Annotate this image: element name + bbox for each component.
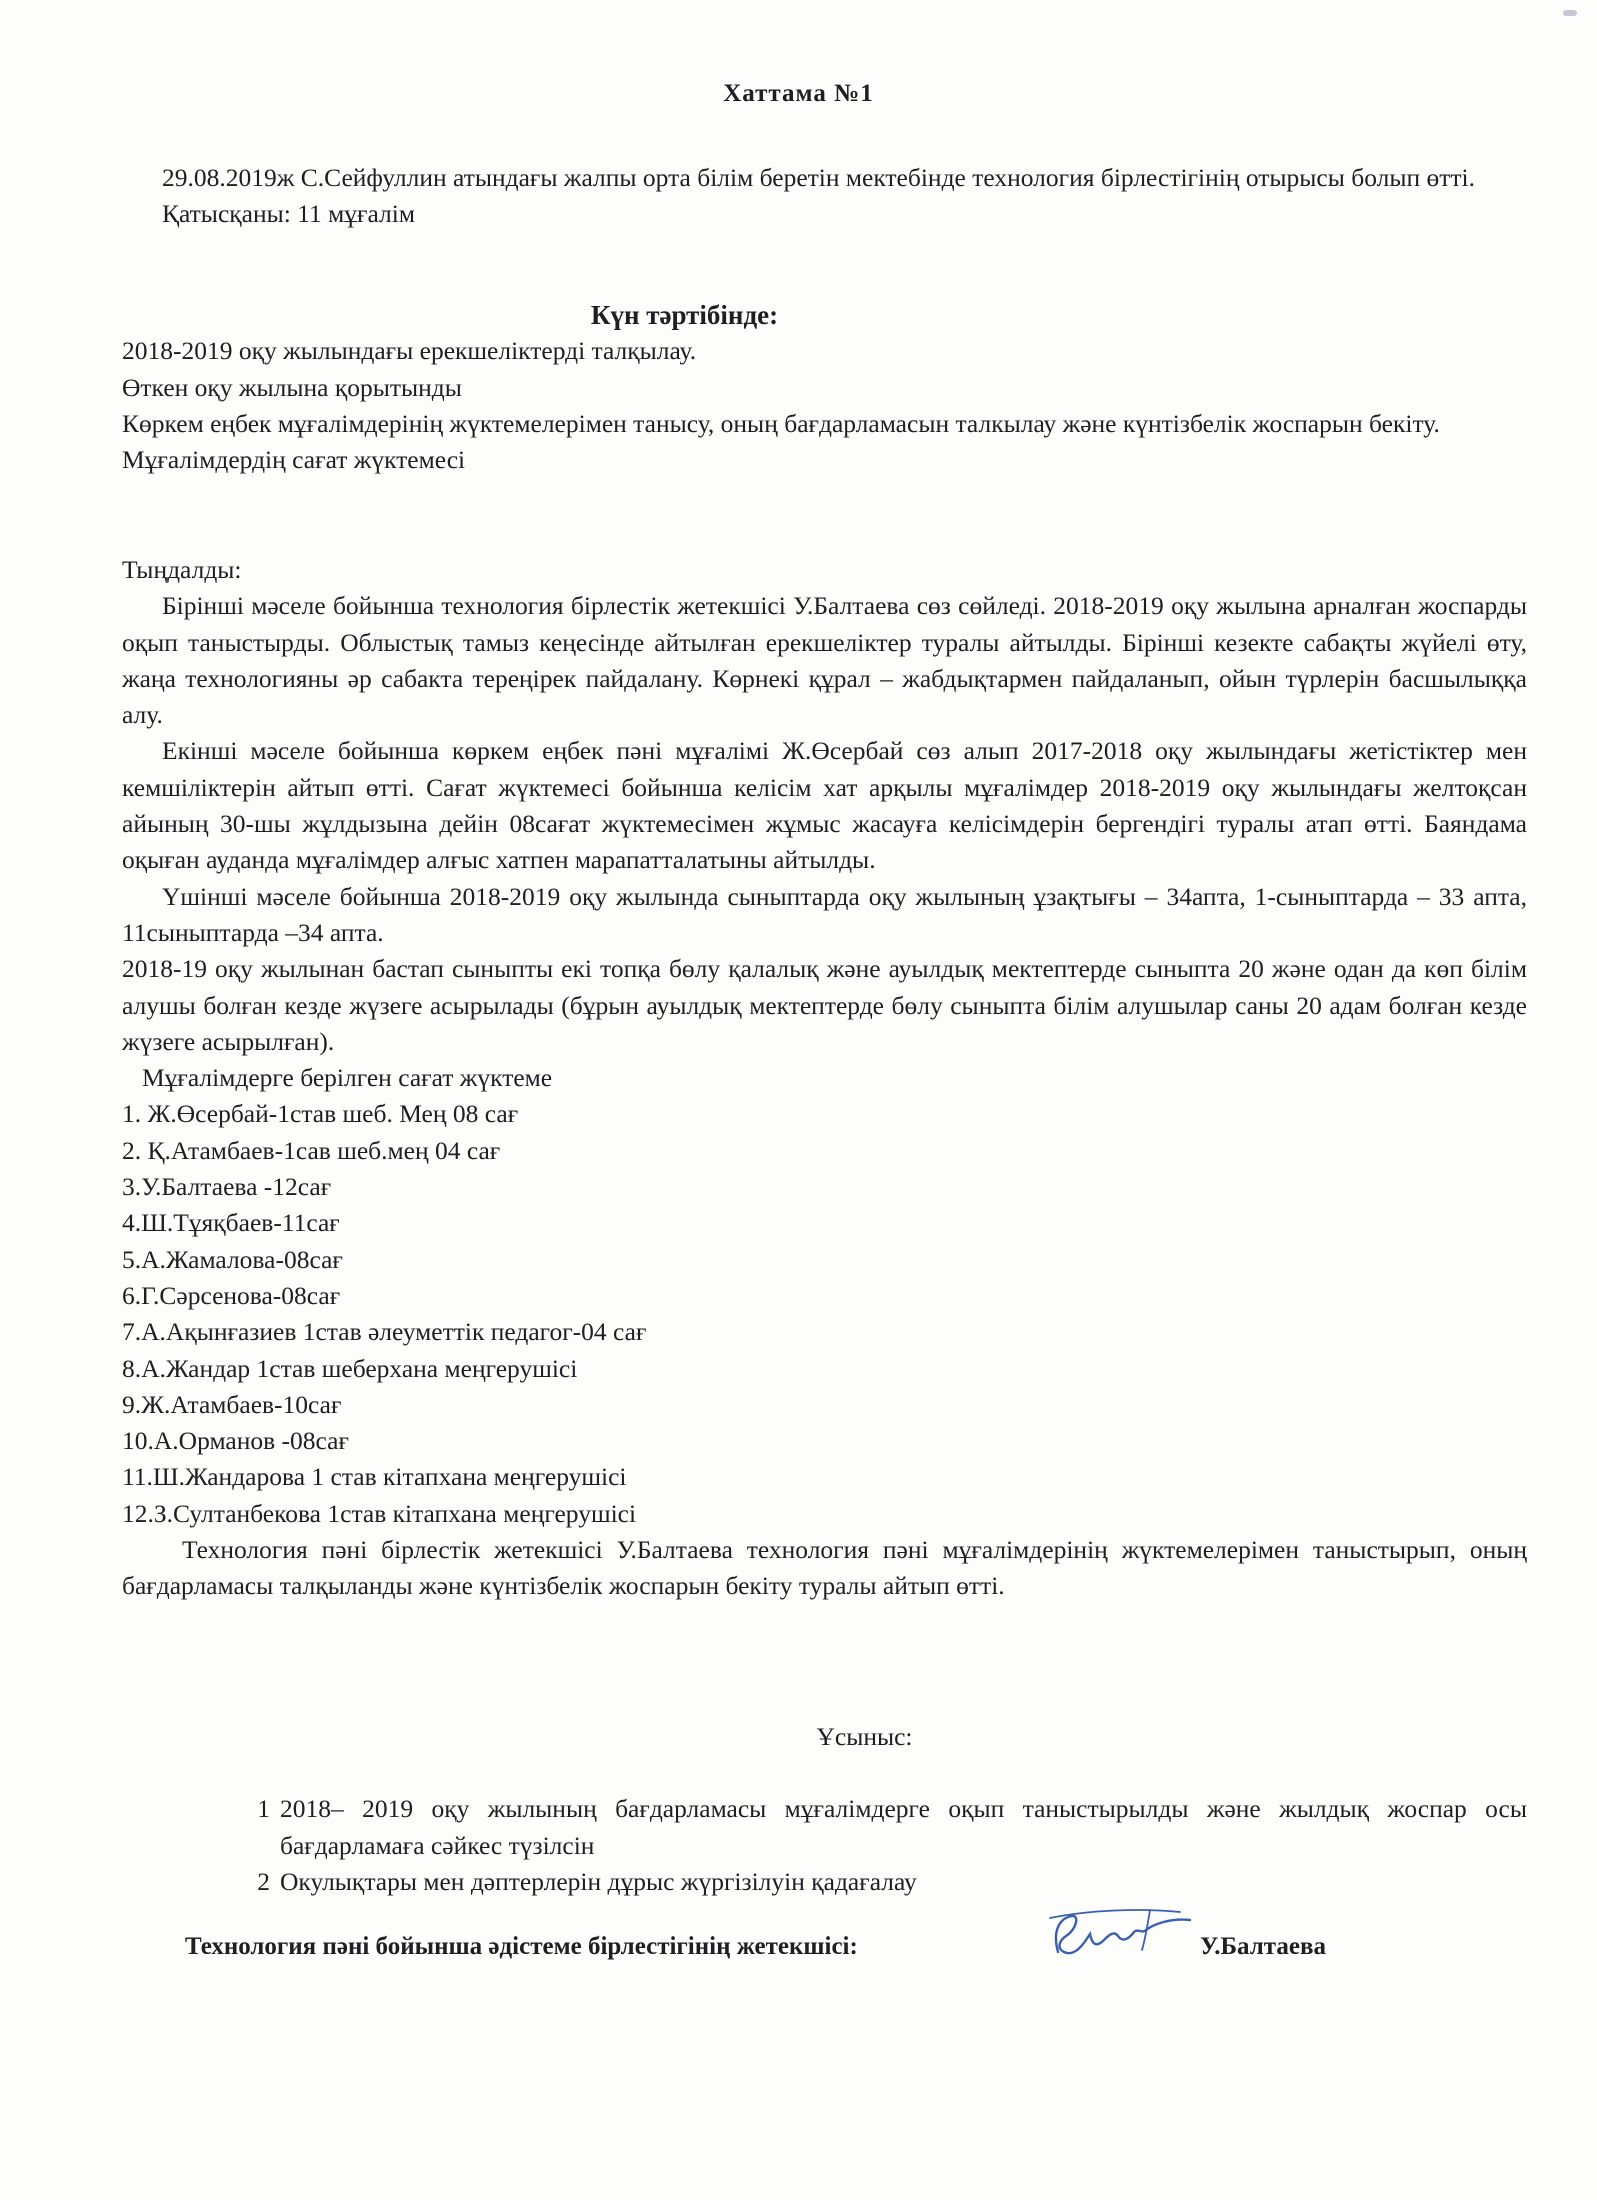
hours-item: 6.Г.Сәрсенова-08сағ [122, 1280, 341, 1310]
signer-role: Технология пәні бойынша әдістеме бірлестігінің жетекшісі: [185, 1933, 858, 1960]
proposal-text: Окулықтары мен дәптерлерін дұрыс жүргізілуін қадағалау [280, 1866, 917, 1896]
proposal-heading: Ұсыныс: [816, 1722, 913, 1751]
heard-paragraph-5: Технология пәні бірлестік жетекшісі У.Балтаева технология пәні мұғалімдерінің жүктемелерімен таныстырып, оның бағдарламасы талқыланды және күнтізбелік жоспарын бекіту туралы айтып өтті. [122, 1535, 1527, 1601]
heard-paragraph-4: 2018-19 оқу жылынан бастап сыныпты екі топқа бөлу қалалық және ауылдық мектептерде сыныпта 20 және одан да көп білім алушы болған кезде жүзеге асырылады (бұрын ауылдық мектептерде бөлу сыныпта білім алушылар саны 20 адам болған кезде жүзеге асырылған). [122, 954, 1527, 1056]
hours-item: 11.Ш.Жандарова 1 став кітапхана меңгерушісі [122, 1462, 627, 1492]
hours-item: 3.У.Балтаева -12сағ [122, 1172, 332, 1202]
proposal-text: 2018– 2019 оқу жылының бағдарламасы мұғалімдерге оқып таныстырылды және жылдық жоспар осы бағдарламаға сәйкес түзілсін [280, 1794, 1527, 1860]
agenda-item: 2018-2019 оқу жылындағы ерекшеліктерді талқылау. [122, 336, 697, 366]
hours-item: 10.А.Орманов -08сағ [122, 1426, 349, 1456]
agenda-block [122, 297, 1527, 478]
hours-item: 5.А.Жамалова-08сағ [122, 1244, 343, 1274]
agenda-item: Көркем еңбек мұғалімдерінің жүктемелерімен танысу, оның бағдарламасын талкылау және күнтізбелік жоспарын бекіту. [122, 408, 1440, 438]
heard-paragraph-1: Бірінші мәселе бойынша технология бірлестік жетекшісі У.Балтаева сөз сөйледі. 2018-2019 оқу жылына арналған жоспарды оқып таныстырды. Облыстық тамыз кеңесінде айтылған ерекшеліктер туралы айтылды. Бірінші кезекте сабақты жүйелі өту, жаңа технологияны әр сабакта тереңірек пайдалану. Көрнекі құрал – жабдықтармен пайдаланып, ойын түрлерін басшылыққа алу. [122, 591, 1527, 730]
intro-line: 29.08.2019ж С.Сейфуллин атындағы жалпы орта білім беретін мектебінде технология бірлестігінің отырысы болып өтті. [162, 163, 1476, 192]
hours-item: 8.А.Жандар 1став шеберхана меңгерушісі [122, 1353, 578, 1383]
proposal-item [234, 1864, 1527, 1900]
proposal-number: 1 [257, 1794, 270, 1824]
intro-block [122, 160, 1527, 233]
signer-name: У.Балтаева [1200, 1933, 1326, 1960]
hours-item: 7.А.Ақынғазиев 1став әлеуметтік педагог-04 сағ [122, 1317, 647, 1347]
document-title: Хаттама №1 [723, 80, 874, 107]
heard-paragraph-3: Үшінші мәселе бойынша 2018-2019 оқу жылында сыныптарда оқу жылының ұзақтығы – 34апта, 1-сыныптарда – 33 апта, 11сыныптарда –34 апта. [122, 881, 1527, 947]
proposal-item [234, 1791, 1527, 1864]
hours-item: 2. Қ.Атамбаев-1сав шеб.мең 04 сағ [122, 1135, 501, 1165]
hours-item: 4.Ш.Тұяқбаев-11сағ [122, 1208, 340, 1238]
attendance-line: Қатысқаны: 11 мұғалім [162, 199, 415, 229]
handwritten-signature [1030, 1900, 1230, 1970]
agenda-item: Өткен оқу жылына қорытынды [122, 372, 462, 402]
hours-list [122, 1096, 1527, 1532]
proposal-block [122, 1719, 1527, 1900]
heard-block [122, 552, 1527, 1605]
scan-mark [1563, 10, 1577, 16]
heard-paragraph-2: Екінші мәселе бойынша көркем еңбек пәні мұғалімі Ж.Өсербай сөз алып 2017-2018 оқу жылындағы жетістіктер мен кемшіліктерін айтып өтті. Сағат жүктемесі бойынша келісім хат арқылы мұғалімдер 2018-2019 оқу жылындағы желтоқсан айының 30-шы жұлдызына дейін 08сағат жүктемесімен жұмыс жасауға келісімдерін бергендігі туралы атап өтті. Баяндама оқыған ауданда мұғалімдер алғыс хатпен марапатталатыны айтылды. [122, 736, 1527, 875]
hours-item: 9.Ж.Атамбаев-10сағ [122, 1389, 342, 1419]
agenda-heading: Күн тәртібінде: [590, 300, 779, 330]
proposal-number: 2 [257, 1866, 270, 1896]
hours-item: 12.З.Султанбекова 1став кітапхана меңгерушісі [122, 1498, 637, 1528]
agenda-item: Мұғалімдердің сағат жүктемесі [122, 445, 466, 475]
heard-heading: Тыңдалды: [122, 555, 242, 584]
hours-item: 1. Ж.Өсербай-1став шеб. Мең 08 сағ [122, 1099, 519, 1129]
hours-heading: Мұғалімдерге берілген сағат жүктеме [142, 1063, 553, 1093]
